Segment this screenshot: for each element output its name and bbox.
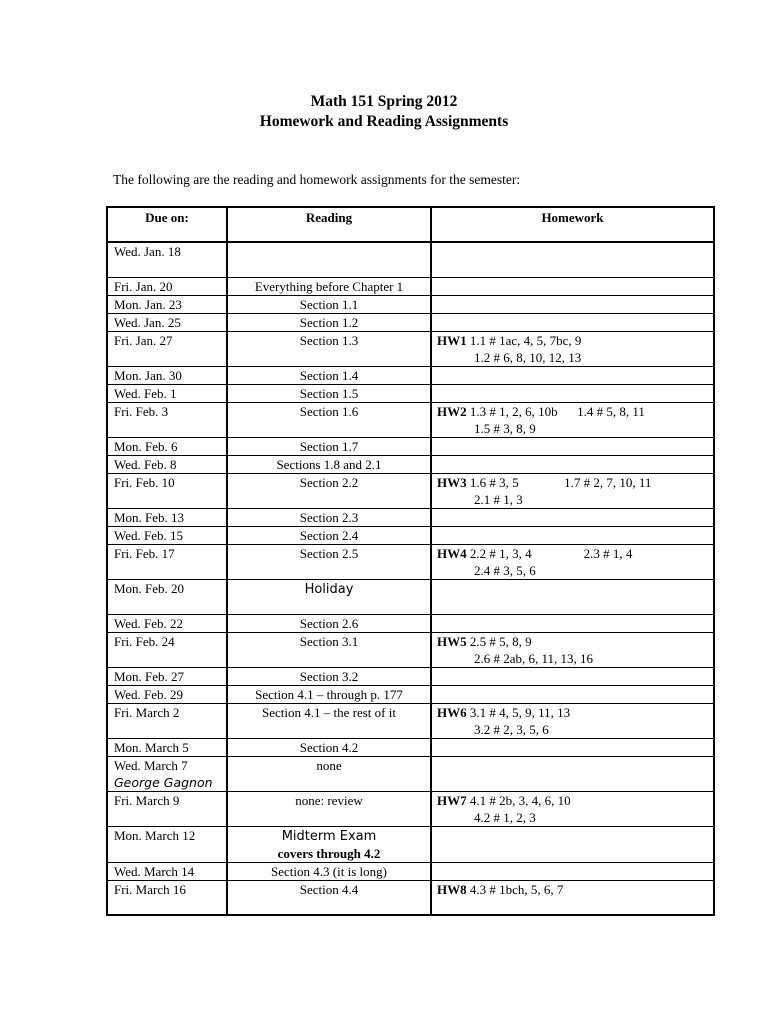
homework-label: HW6 xyxy=(437,704,467,720)
reading-text: none: review xyxy=(295,792,363,808)
homework-label: HW2 xyxy=(437,403,467,419)
reading-text: none xyxy=(316,757,342,773)
homework-cell xyxy=(431,544,714,579)
column-header-reading: Reading xyxy=(227,207,431,242)
homework-cell xyxy=(431,384,714,402)
homework-label: HW5 xyxy=(437,633,467,649)
due-date-cell xyxy=(107,826,227,862)
due-date-cell xyxy=(107,508,227,526)
table-row xyxy=(107,455,714,473)
reading-text: Everything before Chapter 1 xyxy=(254,278,404,294)
reading-cell xyxy=(227,791,431,826)
substitute-name: George Gagnon xyxy=(114,774,213,790)
reading-cell xyxy=(227,632,431,667)
table-row xyxy=(107,579,714,614)
due-date: Mon. Feb. 20 xyxy=(114,580,185,596)
reading-text: Section 4.3 (it is long) xyxy=(271,863,387,879)
due-date: Mon. March 5 xyxy=(114,739,189,755)
reading-cell xyxy=(227,826,431,862)
table-row xyxy=(107,437,714,455)
due-date: Wed. Jan. 18 xyxy=(114,244,181,259)
homework-cell xyxy=(431,880,714,915)
reading-cell xyxy=(227,614,431,632)
reading-text: Section 4.2 xyxy=(299,739,359,755)
table-row xyxy=(107,295,714,313)
reading-cell xyxy=(227,295,431,313)
due-date-cell xyxy=(107,791,227,826)
table-row xyxy=(107,313,714,331)
due-date-cell xyxy=(107,685,227,703)
reading-cell xyxy=(227,544,431,579)
homework-cell xyxy=(431,685,714,703)
reading-cell xyxy=(227,242,431,277)
reading-text: Section 1.1 xyxy=(299,296,359,312)
due-date-cell xyxy=(107,614,227,632)
homework-cell xyxy=(431,862,714,880)
column-header-due: Due on: xyxy=(107,207,227,242)
due-date-cell xyxy=(107,880,227,915)
homework-cell xyxy=(431,455,714,473)
due-date: Mon. Feb. 27 xyxy=(114,668,185,684)
homework-cell xyxy=(431,579,714,614)
reading-text: Section 1.4 xyxy=(299,367,359,383)
due-date-cell xyxy=(107,667,227,685)
reading-text: Section 2.3 xyxy=(299,509,359,525)
homework-cell xyxy=(431,242,714,277)
due-date-cell xyxy=(107,313,227,331)
due-date: Fri. Feb. 10 xyxy=(114,474,175,490)
intro-text: The following are the reading and homework assignments for the semester: xyxy=(113,172,521,187)
reading-text: Section 4.1 – through p. 177 xyxy=(255,686,403,702)
due-date: Fri. Jan. 20 xyxy=(114,278,173,294)
due-date: Wed. Feb. 8 xyxy=(114,456,177,472)
reading-cell xyxy=(227,437,431,455)
due-date-cell xyxy=(107,295,227,313)
due-date-cell xyxy=(107,526,227,544)
due-date-cell xyxy=(107,738,227,756)
document-title: Math 151 Spring 2012 xyxy=(310,93,458,110)
due-date: Wed. March 7 xyxy=(114,757,188,773)
due-date: Fri. March 2 xyxy=(114,704,180,720)
due-date: Fri. March 9 xyxy=(114,792,180,808)
due-date-cell xyxy=(107,455,227,473)
due-date-cell xyxy=(107,331,227,366)
table-row xyxy=(107,242,714,277)
homework-problems: 4.3 # 1bch, 5, 6, 7 xyxy=(466,881,564,897)
due-date-cell xyxy=(107,632,227,667)
column-header-homework: Homework xyxy=(431,207,714,242)
homework-cell xyxy=(431,437,714,455)
reading-text: Section 3.1 xyxy=(299,633,359,649)
table-row xyxy=(107,614,714,632)
due-date: Wed. Jan. 25 xyxy=(114,314,181,330)
reading-cell xyxy=(227,667,431,685)
homework-cell xyxy=(431,614,714,632)
homework-label: HW3 xyxy=(437,474,467,490)
reading-cell xyxy=(227,277,431,295)
reading-cell xyxy=(227,455,431,473)
table-row xyxy=(107,791,714,826)
homework-cell xyxy=(431,526,714,544)
table-row xyxy=(107,508,714,526)
due-date: Wed. Feb. 22 xyxy=(114,615,183,631)
table-row xyxy=(107,756,714,791)
reading-text: Section 1.3 xyxy=(299,332,359,348)
due-date: Wed. Feb. 15 xyxy=(114,527,183,543)
homework-cell xyxy=(431,738,714,756)
reading-cell xyxy=(227,703,431,738)
due-date-cell xyxy=(107,277,227,295)
due-date: Fri. Feb. 3 xyxy=(114,403,169,419)
homework-problems: 1.6 # 3, 5 1.7 # 2, 7, 10, 11 xyxy=(466,474,652,490)
reading-text: Holiday xyxy=(304,581,354,597)
due-date: Wed. Feb. 29 xyxy=(114,686,183,702)
reading-text: Section 4.4 xyxy=(299,881,359,897)
table-row xyxy=(107,544,714,579)
homework-label: HW1 xyxy=(437,332,467,348)
table-row xyxy=(107,384,714,402)
due-date-cell xyxy=(107,366,227,384)
reading-cell xyxy=(227,526,431,544)
due-date-cell xyxy=(107,862,227,880)
due-date: Mon. March 12 xyxy=(114,827,196,843)
reading-cell xyxy=(227,508,431,526)
table-row xyxy=(107,331,714,366)
homework-label: HW4 xyxy=(437,545,467,561)
due-date: Wed. March 14 xyxy=(114,863,195,879)
due-date-cell xyxy=(107,473,227,508)
table-row xyxy=(107,473,714,508)
homework-problems: 1.1 # 1ac, 4, 5, 7bc, 9 xyxy=(466,332,582,348)
due-date: Wed. Feb. 1 xyxy=(114,385,177,401)
table-row xyxy=(107,703,714,738)
assignment-table xyxy=(106,206,715,916)
reading-text: Section 1.5 xyxy=(299,385,359,401)
homework-problems: 2.5 # 5, 8, 9 xyxy=(466,633,532,649)
due-date: Fri. Feb. 17 xyxy=(114,545,175,561)
due-date: Mon. Feb. 6 xyxy=(114,438,178,454)
due-date: Fri. Jan. 27 xyxy=(114,332,173,348)
due-date-cell xyxy=(107,384,227,402)
homework-problems-continued: 4.2 # 1, 2, 3 xyxy=(474,809,536,825)
homework-cell xyxy=(431,402,714,437)
due-date: Mon. Jan. 23 xyxy=(114,296,182,312)
reading-cell xyxy=(227,756,431,791)
homework-cell xyxy=(431,667,714,685)
reading-cell xyxy=(227,685,431,703)
table-row xyxy=(107,685,714,703)
due-date: Mon. Feb. 13 xyxy=(114,509,185,525)
due-date: Fri. March 16 xyxy=(114,881,186,897)
homework-cell xyxy=(431,313,714,331)
homework-cell xyxy=(431,277,714,295)
table-row xyxy=(107,366,714,384)
homework-problems-continued: 2.1 # 1, 3 xyxy=(474,491,523,507)
homework-cell xyxy=(431,366,714,384)
homework-cell xyxy=(431,632,714,667)
homework-cell xyxy=(431,756,714,791)
homework-cell xyxy=(431,473,714,508)
reading-cell xyxy=(227,473,431,508)
reading-text: Section 2.5 xyxy=(299,545,359,561)
table-body xyxy=(107,242,714,915)
homework-problems: 2.2 # 1, 3, 4 2.3 # 1, 4 xyxy=(466,545,633,561)
reading-text: Section 1.2 xyxy=(299,314,359,330)
reading-cell xyxy=(227,738,431,756)
table-row xyxy=(107,738,714,756)
reading-text: Sections 1.8 and 2.1 xyxy=(276,456,382,472)
table-row xyxy=(107,826,714,862)
table-header-row xyxy=(107,207,714,242)
homework-problems-continued: 2.4 # 3, 5, 6 xyxy=(474,562,536,578)
homework-cell xyxy=(431,791,714,826)
reading-text: Midterm Exam xyxy=(281,828,377,844)
reading-cell xyxy=(227,402,431,437)
homework-problems-continued: 1.5 # 3, 8, 9 xyxy=(474,420,536,436)
reading-cell xyxy=(227,384,431,402)
due-date-cell xyxy=(107,579,227,614)
homework-cell xyxy=(431,703,714,738)
homework-problems-continued: 1.2 # 6, 8, 10, 12, 13 xyxy=(474,349,582,365)
due-date: Fri. Feb. 24 xyxy=(114,633,175,649)
table-row xyxy=(107,277,714,295)
document-subtitle: Homework and Reading Assignments xyxy=(259,113,509,130)
reading-text: Section 2.2 xyxy=(299,474,359,490)
table-row xyxy=(107,667,714,685)
reading-cell xyxy=(227,880,431,915)
homework-cell xyxy=(431,508,714,526)
reading-text: Section 1.7 xyxy=(299,438,359,454)
homework-problems-continued: 3.2 # 2, 3, 5, 6 xyxy=(474,721,549,737)
homework-cell xyxy=(431,331,714,366)
table-row xyxy=(107,880,714,915)
reading-cell xyxy=(227,313,431,331)
reading-text: Section 4.1 – the rest of it xyxy=(262,704,396,720)
due-date-cell xyxy=(107,544,227,579)
homework-label: HW8 xyxy=(437,881,467,897)
reading-note: covers through 4.2 xyxy=(277,845,381,861)
due-date-cell xyxy=(107,703,227,738)
reading-text: Section 2.6 xyxy=(299,615,359,631)
homework-problems: 1.3 # 1, 2, 6, 10b 1.4 # 5, 8, 11 xyxy=(466,403,645,419)
homework-label: HW7 xyxy=(437,792,467,808)
homework-cell xyxy=(431,826,714,862)
reading-cell xyxy=(227,579,431,614)
due-date-cell xyxy=(107,437,227,455)
table-row xyxy=(107,402,714,437)
reading-cell xyxy=(227,862,431,880)
reading-text: Section 3.2 xyxy=(299,668,359,684)
table-row xyxy=(107,526,714,544)
table-row xyxy=(107,862,714,880)
reading-cell xyxy=(227,366,431,384)
homework-cell xyxy=(431,295,714,313)
homework-problems-continued: 2.6 # 2ab, 6, 11, 13, 16 xyxy=(474,650,594,666)
reading-text: Section 2.4 xyxy=(299,527,359,543)
due-date-cell xyxy=(107,402,227,437)
table-row xyxy=(107,632,714,667)
reading-cell xyxy=(227,331,431,366)
reading-text: Section 1.6 xyxy=(299,403,359,419)
due-date-cell xyxy=(107,756,227,791)
homework-problems: 3.1 # 4, 5, 9, 11, 13 xyxy=(466,704,571,720)
homework-problems: 4.1 # 2b, 3, 4, 6, 10 xyxy=(466,792,571,808)
due-date: Mon. Jan. 30 xyxy=(114,367,182,383)
due-date-cell xyxy=(107,242,227,277)
